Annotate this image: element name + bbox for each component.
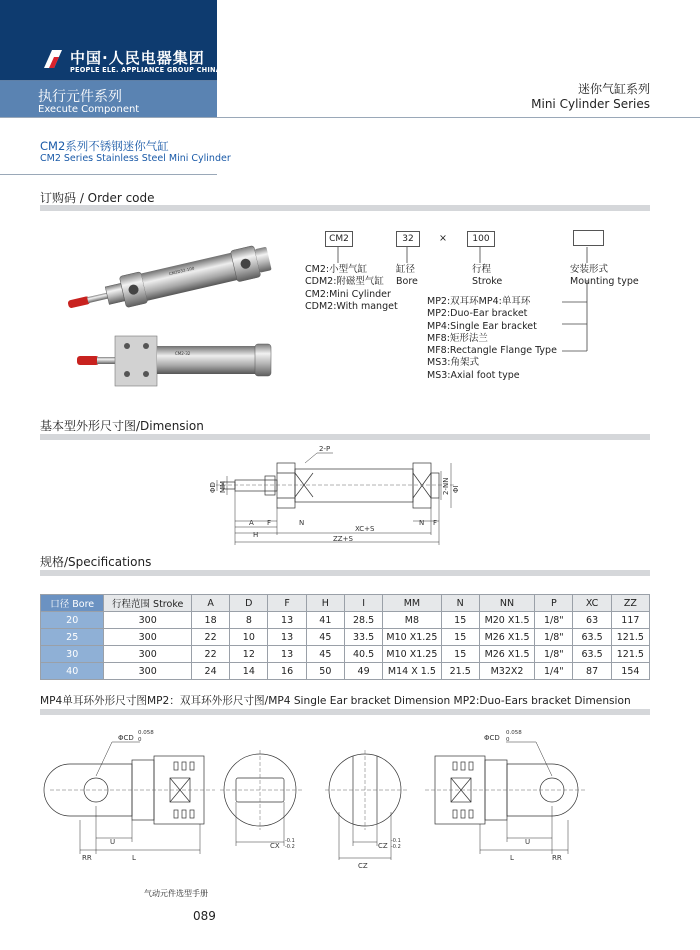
mount-type-line: MP4:Single Ear bracket [427, 320, 537, 332]
dim-u-right: U [525, 838, 531, 846]
cell-h: 50 [306, 663, 344, 680]
cylinder-product-photo [55, 238, 300, 388]
header-stroke: 行程范围 Stroke [104, 595, 192, 612]
cell-nn: M26 X1.5 [479, 629, 534, 646]
header-n: N [441, 595, 479, 612]
model-line: CDM2:With manget [305, 300, 398, 312]
bracket-drawings [40, 720, 660, 880]
mount-type-line: MF8:Rectangle Flange Type [427, 345, 557, 357]
dimension-drawing [205, 445, 465, 550]
cell-d: 8 [230, 612, 268, 629]
specs-title: 规格/Specifications [40, 555, 152, 569]
dim-cz-top: CZ [378, 842, 388, 850]
product-title-cn: CM2系列不锈钢迷你气缸 [40, 139, 169, 153]
cd-tol-upper-left: 0.058 [138, 730, 154, 736]
cell-i: 49 [344, 663, 382, 680]
brand-name-en: PEOPLE ELE. APPLIANCE GROUP CHINA [70, 66, 222, 74]
stroke-label-cn: 行程 [472, 264, 492, 275]
dim-label-xc: XC+S [355, 525, 375, 533]
order-box-stroke: 100 [467, 231, 495, 247]
mount-label [570, 264, 639, 289]
order-box-mount [573, 230, 604, 246]
order-separator: × [439, 233, 447, 244]
dim-l-right: L [510, 854, 514, 862]
cell-xc: 63.5 [573, 629, 611, 646]
cell-mm: M14 X 1.5 [383, 663, 441, 680]
cell-xc: 63.5 [573, 646, 611, 663]
header-mm: MM [383, 595, 441, 612]
cell-bore: 25 [41, 629, 104, 646]
model-line: CM2:Mini Cylinder [305, 288, 391, 300]
header-xc: XC [573, 595, 611, 612]
dim-label-h: H [253, 531, 259, 539]
cell-nn: M32X2 [479, 663, 534, 680]
cell-f: 13 [268, 629, 306, 646]
dim-label-i: ΦI [452, 485, 460, 493]
dim-l-left: L [132, 854, 136, 862]
header-i: I [344, 595, 382, 612]
table-row [41, 646, 650, 663]
order-box-bore: 32 [396, 231, 420, 247]
dimension-title: 基本型外形尺寸图/Dimension [40, 419, 204, 433]
bore-label-cn: 缸径 [396, 264, 416, 275]
section-bar [40, 434, 650, 440]
cd-label-left: ΦCD [118, 734, 134, 742]
dim-label-d: ΦD [209, 482, 217, 493]
dim-rr-left: RR [82, 854, 92, 862]
cell-f: 13 [268, 646, 306, 663]
cell-i: 40.5 [344, 646, 382, 663]
cd-tol-upper-right: 0.058 [506, 730, 522, 736]
cell-a: 22 [191, 646, 229, 663]
bore-label [396, 264, 418, 289]
stroke-label-en: Stroke [472, 276, 503, 288]
series-title-cn: 执行元件系列 [38, 89, 122, 105]
model-line: CDM2:附磁型气缸 [305, 276, 384, 288]
dim-cz-bottom: CZ [358, 862, 368, 870]
cell-h: 41 [306, 612, 344, 629]
cell-f: 16 [268, 663, 306, 680]
section-bar [40, 570, 650, 576]
dim-u-left: U [110, 838, 116, 846]
dim-label-n-rear: N [419, 519, 425, 527]
cell-a: 18 [191, 612, 229, 629]
cell-mm: M10 X1.25 [383, 646, 441, 663]
table-row [41, 612, 650, 629]
section-bar [40, 709, 650, 715]
cell-n: 15 [441, 629, 479, 646]
cell-i: 28.5 [344, 612, 382, 629]
dim-label-a: A [249, 519, 254, 527]
header-a: A [191, 595, 229, 612]
table-row [41, 629, 650, 646]
header-zz: ZZ [611, 595, 649, 612]
cell-zz: 154 [611, 663, 649, 680]
cell-d: 14 [230, 663, 268, 680]
brand-name-cn: 中国·人民电器集团 [70, 49, 205, 67]
page-number: 089 [193, 909, 216, 923]
cell-bore: 20 [41, 612, 104, 629]
cell-zz: 121.5 [611, 646, 649, 663]
product-title-rule [0, 174, 217, 175]
cell-a: 24 [191, 663, 229, 680]
cell-nn: M20 X1.5 [479, 612, 534, 629]
table-row [41, 663, 650, 680]
header-p: P [535, 595, 573, 612]
mount-type-line: MP2:Duo-Ear bracket [427, 308, 528, 320]
header-f: F [268, 595, 306, 612]
dim-label-f: F [267, 519, 272, 527]
footer-caption: 气动元件选型手册 [144, 889, 208, 898]
dim-label-f-rear: F [433, 519, 438, 527]
bracket-title: MP4单耳环外形尺寸图MP2：双耳环外形尺寸图/MP4 Single Ear bracket Dimension MP2:Duo-Ears bracket Dimension [40, 695, 631, 707]
cell-stroke: 300 [104, 646, 192, 663]
cell-i: 33.5 [344, 629, 382, 646]
dim-cx-tol-upper: -0.1 [285, 838, 295, 844]
order-code-title: 订购码 / Order code [40, 191, 155, 205]
svg-text:CM2D32-100: CM2D32-100 [168, 265, 195, 277]
dim-cz-tol-upper: -0.1 [391, 838, 401, 844]
order-box-model: CM2 [325, 231, 353, 247]
mount-label-cn: 安装形式 [570, 264, 609, 275]
cell-zz: 121.5 [611, 629, 649, 646]
cell-h: 45 [306, 629, 344, 646]
dim-label-n: N [299, 519, 305, 527]
cell-stroke: 300 [104, 663, 192, 680]
mount-type-line: MS3:Axial foot type [427, 369, 520, 381]
dim-rr-right: RR [552, 854, 562, 862]
specs-header-row [41, 595, 650, 612]
header-d: D [230, 595, 268, 612]
header-h: H [306, 595, 344, 612]
cell-n: 21.5 [441, 663, 479, 680]
cell-zz: 117 [611, 612, 649, 629]
cell-p: 1/4" [535, 663, 573, 680]
cell-f: 13 [268, 612, 306, 629]
cell-xc: 87 [573, 663, 611, 680]
cell-mm: M8 [383, 612, 441, 629]
model-line: CM2:小型气缸 [305, 264, 368, 275]
people-logo-icon [42, 48, 64, 70]
cell-bore: 30 [41, 646, 104, 663]
model-list [305, 264, 398, 313]
cell-p: 1/8" [535, 646, 573, 663]
svg-text:CM2-32: CM2-32 [175, 351, 191, 356]
product-title-en: CM2 Series Stainless Steel Mini Cylinder [40, 153, 231, 164]
cell-mm: M10 X1.25 [383, 629, 441, 646]
dim-cx: CX [270, 842, 280, 850]
cell-xc: 63 [573, 612, 611, 629]
cd-tol-lower-left: 0 [138, 737, 142, 743]
dim-label-2p: 2-P [319, 445, 331, 453]
header-nn: NN [479, 595, 534, 612]
section-bar [40, 205, 650, 211]
cell-bore: 40 [41, 663, 104, 680]
cell-p: 1/8" [535, 629, 573, 646]
cell-n: 15 [441, 646, 479, 663]
header-bore: 口径 Bore [41, 595, 104, 612]
cd-tol-lower-right: 0 [506, 737, 510, 743]
cell-stroke: 300 [104, 629, 192, 646]
series-title-en: Execute Component [38, 104, 140, 115]
specs-table [40, 594, 650, 680]
mount-type-line: MF8:矩形法兰 [427, 332, 488, 344]
cell-d: 12 [230, 646, 268, 663]
cell-p: 1/8" [535, 612, 573, 629]
cell-nn: M26 X1.5 [479, 646, 534, 663]
mount-type-line: MP2:双耳环MP4:单耳环 [427, 296, 531, 307]
cell-a: 22 [191, 629, 229, 646]
cell-h: 45 [306, 646, 344, 663]
dim-cx-tol-lower: -0.2 [285, 844, 295, 850]
dim-label-zz: ZZ+S [333, 535, 353, 543]
mount-type-list [427, 296, 557, 382]
bore-label-en: Bore [396, 276, 418, 288]
catalog-title-en: Mini Cylinder Series [531, 97, 650, 111]
header-rule [0, 117, 700, 118]
cell-d: 10 [230, 629, 268, 646]
dim-label-mm: MM [219, 480, 227, 493]
dim-cz-tol-lower: -0.2 [391, 844, 401, 850]
cell-n: 15 [441, 612, 479, 629]
cell-stroke: 300 [104, 612, 192, 629]
mount-type-line: MS3:角架式 [427, 357, 479, 369]
dim-label-2nn: 2-NN [442, 477, 450, 495]
catalog-title-cn: 迷你气缸系列 [577, 82, 650, 96]
stroke-label [472, 264, 502, 289]
mount-label-en: Mounting type [570, 276, 639, 288]
cd-label-right: ΦCD [484, 734, 500, 742]
